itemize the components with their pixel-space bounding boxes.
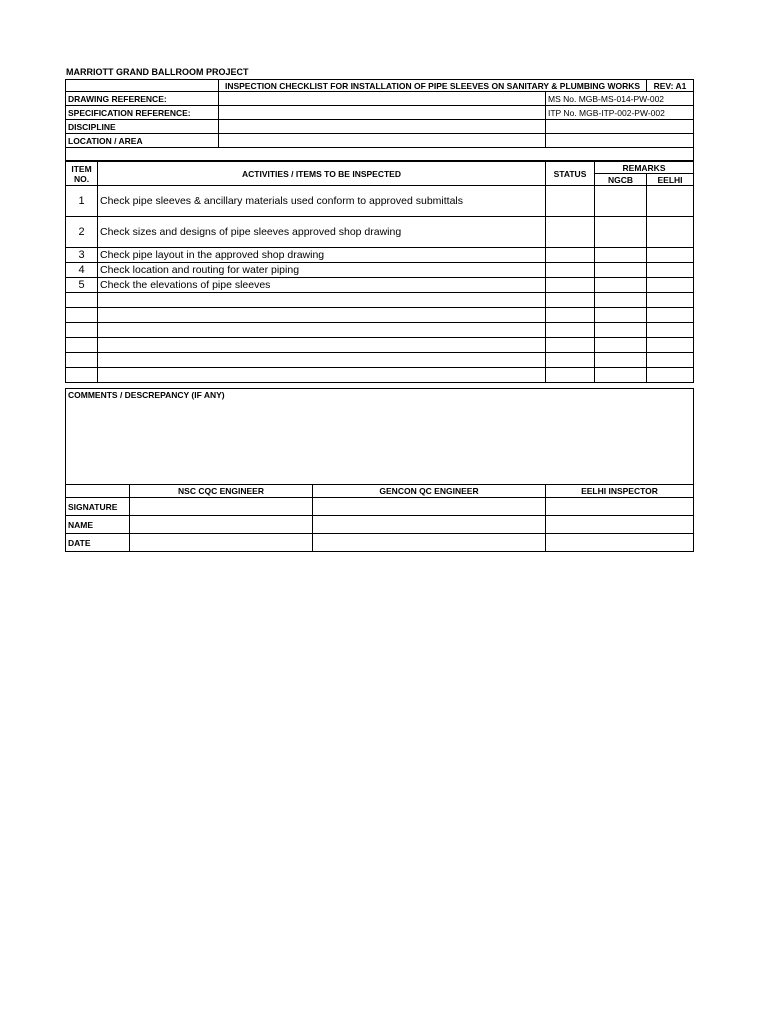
empty-cell[interactable] bbox=[66, 293, 98, 308]
signoff-table bbox=[65, 484, 694, 552]
nsc-signature-field[interactable] bbox=[130, 498, 313, 516]
eelhi-header: EELHI bbox=[647, 174, 694, 186]
location-area-label: LOCATION / AREA bbox=[66, 134, 219, 148]
empty-cell[interactable] bbox=[66, 308, 98, 323]
table-row bbox=[66, 217, 694, 248]
item-no-header-line2: NO. bbox=[73, 173, 90, 184]
status-cell[interactable] bbox=[546, 217, 595, 248]
itp-number: ITP No. MGB-ITP-002-PW-002 bbox=[546, 106, 694, 120]
eelhi-signature-field[interactable] bbox=[546, 498, 694, 516]
location-ref-field[interactable] bbox=[546, 134, 694, 148]
status-cell[interactable] bbox=[546, 248, 595, 263]
status-header: STATUS bbox=[546, 162, 595, 186]
signature-label: SIGNATURE bbox=[66, 498, 130, 516]
item-description: Check pipe layout in the approved shop drawing bbox=[98, 248, 546, 263]
gencon-name-field[interactable] bbox=[313, 516, 546, 534]
item-number: 2 bbox=[66, 217, 98, 248]
header-table bbox=[65, 79, 694, 161]
specification-reference-label: SPECIFICATION REFERENCE: bbox=[66, 106, 219, 120]
empty-cell[interactable] bbox=[595, 338, 647, 353]
gencon-qc-engineer-header: GENCON QC ENGINEER bbox=[313, 485, 546, 498]
discipline-field[interactable] bbox=[219, 120, 546, 134]
nsc-name-field[interactable] bbox=[130, 516, 313, 534]
empty-cell[interactable] bbox=[66, 368, 98, 383]
empty-cell[interactable] bbox=[546, 293, 595, 308]
empty-table-row bbox=[66, 308, 694, 323]
empty-cell[interactable] bbox=[98, 338, 546, 353]
eelhi-date-field[interactable] bbox=[546, 534, 694, 552]
empty-cell[interactable] bbox=[647, 353, 694, 368]
empty-cell[interactable] bbox=[595, 353, 647, 368]
empty-cell[interactable] bbox=[546, 353, 595, 368]
comments-label: COMMENTS / DESCREPANCY (IF ANY) bbox=[68, 390, 225, 400]
item-description: Check the elevations of pipe sleeves bbox=[98, 278, 546, 293]
empty-cell[interactable] bbox=[546, 308, 595, 323]
empty-table-row bbox=[66, 323, 694, 338]
date-label: DATE bbox=[66, 534, 130, 552]
eelhi-name-field[interactable] bbox=[546, 516, 694, 534]
comments-box[interactable] bbox=[66, 389, 694, 485]
gencon-signature-field[interactable] bbox=[313, 498, 546, 516]
ngcb-header: NGCB bbox=[595, 174, 647, 186]
item-no-header-line1: ITEM bbox=[71, 163, 92, 174]
eelhi-inspector-header: EELHI INSPECTOR bbox=[546, 485, 694, 498]
table-row bbox=[66, 248, 694, 263]
empty-cell[interactable] bbox=[546, 338, 595, 353]
checklist-title: INSPECTION CHECKLIST FOR INSTALLATION OF PIPE SLEEVES ON SANITARY & PLUMBING WORKS bbox=[219, 80, 647, 92]
nsc-cqc-engineer-header: NSC CQC ENGINEER bbox=[130, 485, 313, 498]
item-number: 1 bbox=[66, 186, 98, 217]
empty-cell[interactable] bbox=[546, 323, 595, 338]
item-number: 5 bbox=[66, 278, 98, 293]
empty-cell[interactable] bbox=[98, 308, 546, 323]
item-description: Check location and routing for water piping bbox=[98, 263, 546, 278]
empty-cell[interactable] bbox=[595, 308, 647, 323]
signoff-corner-cell bbox=[66, 485, 130, 498]
project-title: MARRIOTT GRAND BALLROOM PROJECT bbox=[66, 67, 249, 77]
eelhi-remark-cell[interactable] bbox=[647, 248, 694, 263]
empty-cell[interactable] bbox=[546, 368, 595, 383]
table-row bbox=[66, 278, 694, 293]
item-number: 4 bbox=[66, 263, 98, 278]
empty-cell[interactable] bbox=[98, 353, 546, 368]
item-description: Check sizes and designs of pipe sleeves approved shop drawing bbox=[98, 217, 546, 248]
remarks-header: REMARKS bbox=[595, 162, 694, 174]
title-label-cell bbox=[66, 80, 219, 92]
ms-number: MS No. MGB-MS-014-PW-002 bbox=[546, 92, 694, 106]
empty-cell[interactable] bbox=[647, 338, 694, 353]
table-row bbox=[66, 263, 694, 278]
empty-cell[interactable] bbox=[66, 353, 98, 368]
spacer-row bbox=[66, 148, 694, 161]
item-no-header bbox=[66, 162, 98, 186]
comments-table bbox=[65, 388, 694, 485]
empty-cell[interactable] bbox=[98, 368, 546, 383]
empty-cell[interactable] bbox=[647, 308, 694, 323]
revision-label: REV: A1 bbox=[647, 80, 694, 92]
location-area-field[interactable] bbox=[219, 134, 546, 148]
ngcb-remark-cell[interactable] bbox=[595, 263, 647, 278]
empty-cell[interactable] bbox=[595, 293, 647, 308]
ngcb-remark-cell[interactable] bbox=[595, 217, 647, 248]
nsc-date-field[interactable] bbox=[130, 534, 313, 552]
empty-cell[interactable] bbox=[595, 323, 647, 338]
empty-cell[interactable] bbox=[66, 338, 98, 353]
eelhi-remark-cell[interactable] bbox=[647, 186, 694, 217]
discipline-ref-field[interactable] bbox=[546, 120, 694, 134]
empty-table-row bbox=[66, 368, 694, 383]
ngcb-remark-cell[interactable] bbox=[595, 186, 647, 217]
item-number: 3 bbox=[66, 248, 98, 263]
status-cell[interactable] bbox=[546, 186, 595, 217]
gencon-date-field[interactable] bbox=[313, 534, 546, 552]
empty-table-row bbox=[66, 353, 694, 368]
ngcb-remark-cell[interactable] bbox=[595, 248, 647, 263]
empty-cell[interactable] bbox=[647, 368, 694, 383]
empty-cell[interactable] bbox=[647, 293, 694, 308]
discipline-label: DISCIPLINE bbox=[66, 120, 219, 134]
name-label: NAME bbox=[66, 516, 130, 534]
drawing-reference-label: DRAWING REFERENCE: bbox=[66, 92, 219, 106]
activities-header: ACTIVITIES / ITEMS TO BE INSPECTED bbox=[98, 162, 546, 186]
empty-cell[interactable] bbox=[98, 293, 546, 308]
table-row bbox=[66, 186, 694, 217]
ngcb-remark-cell[interactable] bbox=[595, 278, 647, 293]
empty-table-row bbox=[66, 293, 694, 308]
empty-table-row bbox=[66, 338, 694, 353]
empty-cell[interactable] bbox=[98, 323, 546, 338]
eelhi-remark-cell[interactable] bbox=[647, 217, 694, 248]
empty-cell[interactable] bbox=[66, 323, 98, 338]
specification-reference-field[interactable] bbox=[219, 106, 546, 120]
status-cell[interactable] bbox=[546, 263, 595, 278]
eelhi-remark-cell[interactable] bbox=[647, 278, 694, 293]
items-table bbox=[65, 161, 694, 383]
eelhi-remark-cell[interactable] bbox=[647, 263, 694, 278]
status-cell[interactable] bbox=[546, 278, 595, 293]
empty-cell[interactable] bbox=[647, 323, 694, 338]
drawing-reference-field[interactable] bbox=[219, 92, 546, 106]
empty-cell[interactable] bbox=[595, 368, 647, 383]
item-description: Check pipe sleeves & ancillary materials used conform to approved submittals bbox=[98, 186, 546, 217]
